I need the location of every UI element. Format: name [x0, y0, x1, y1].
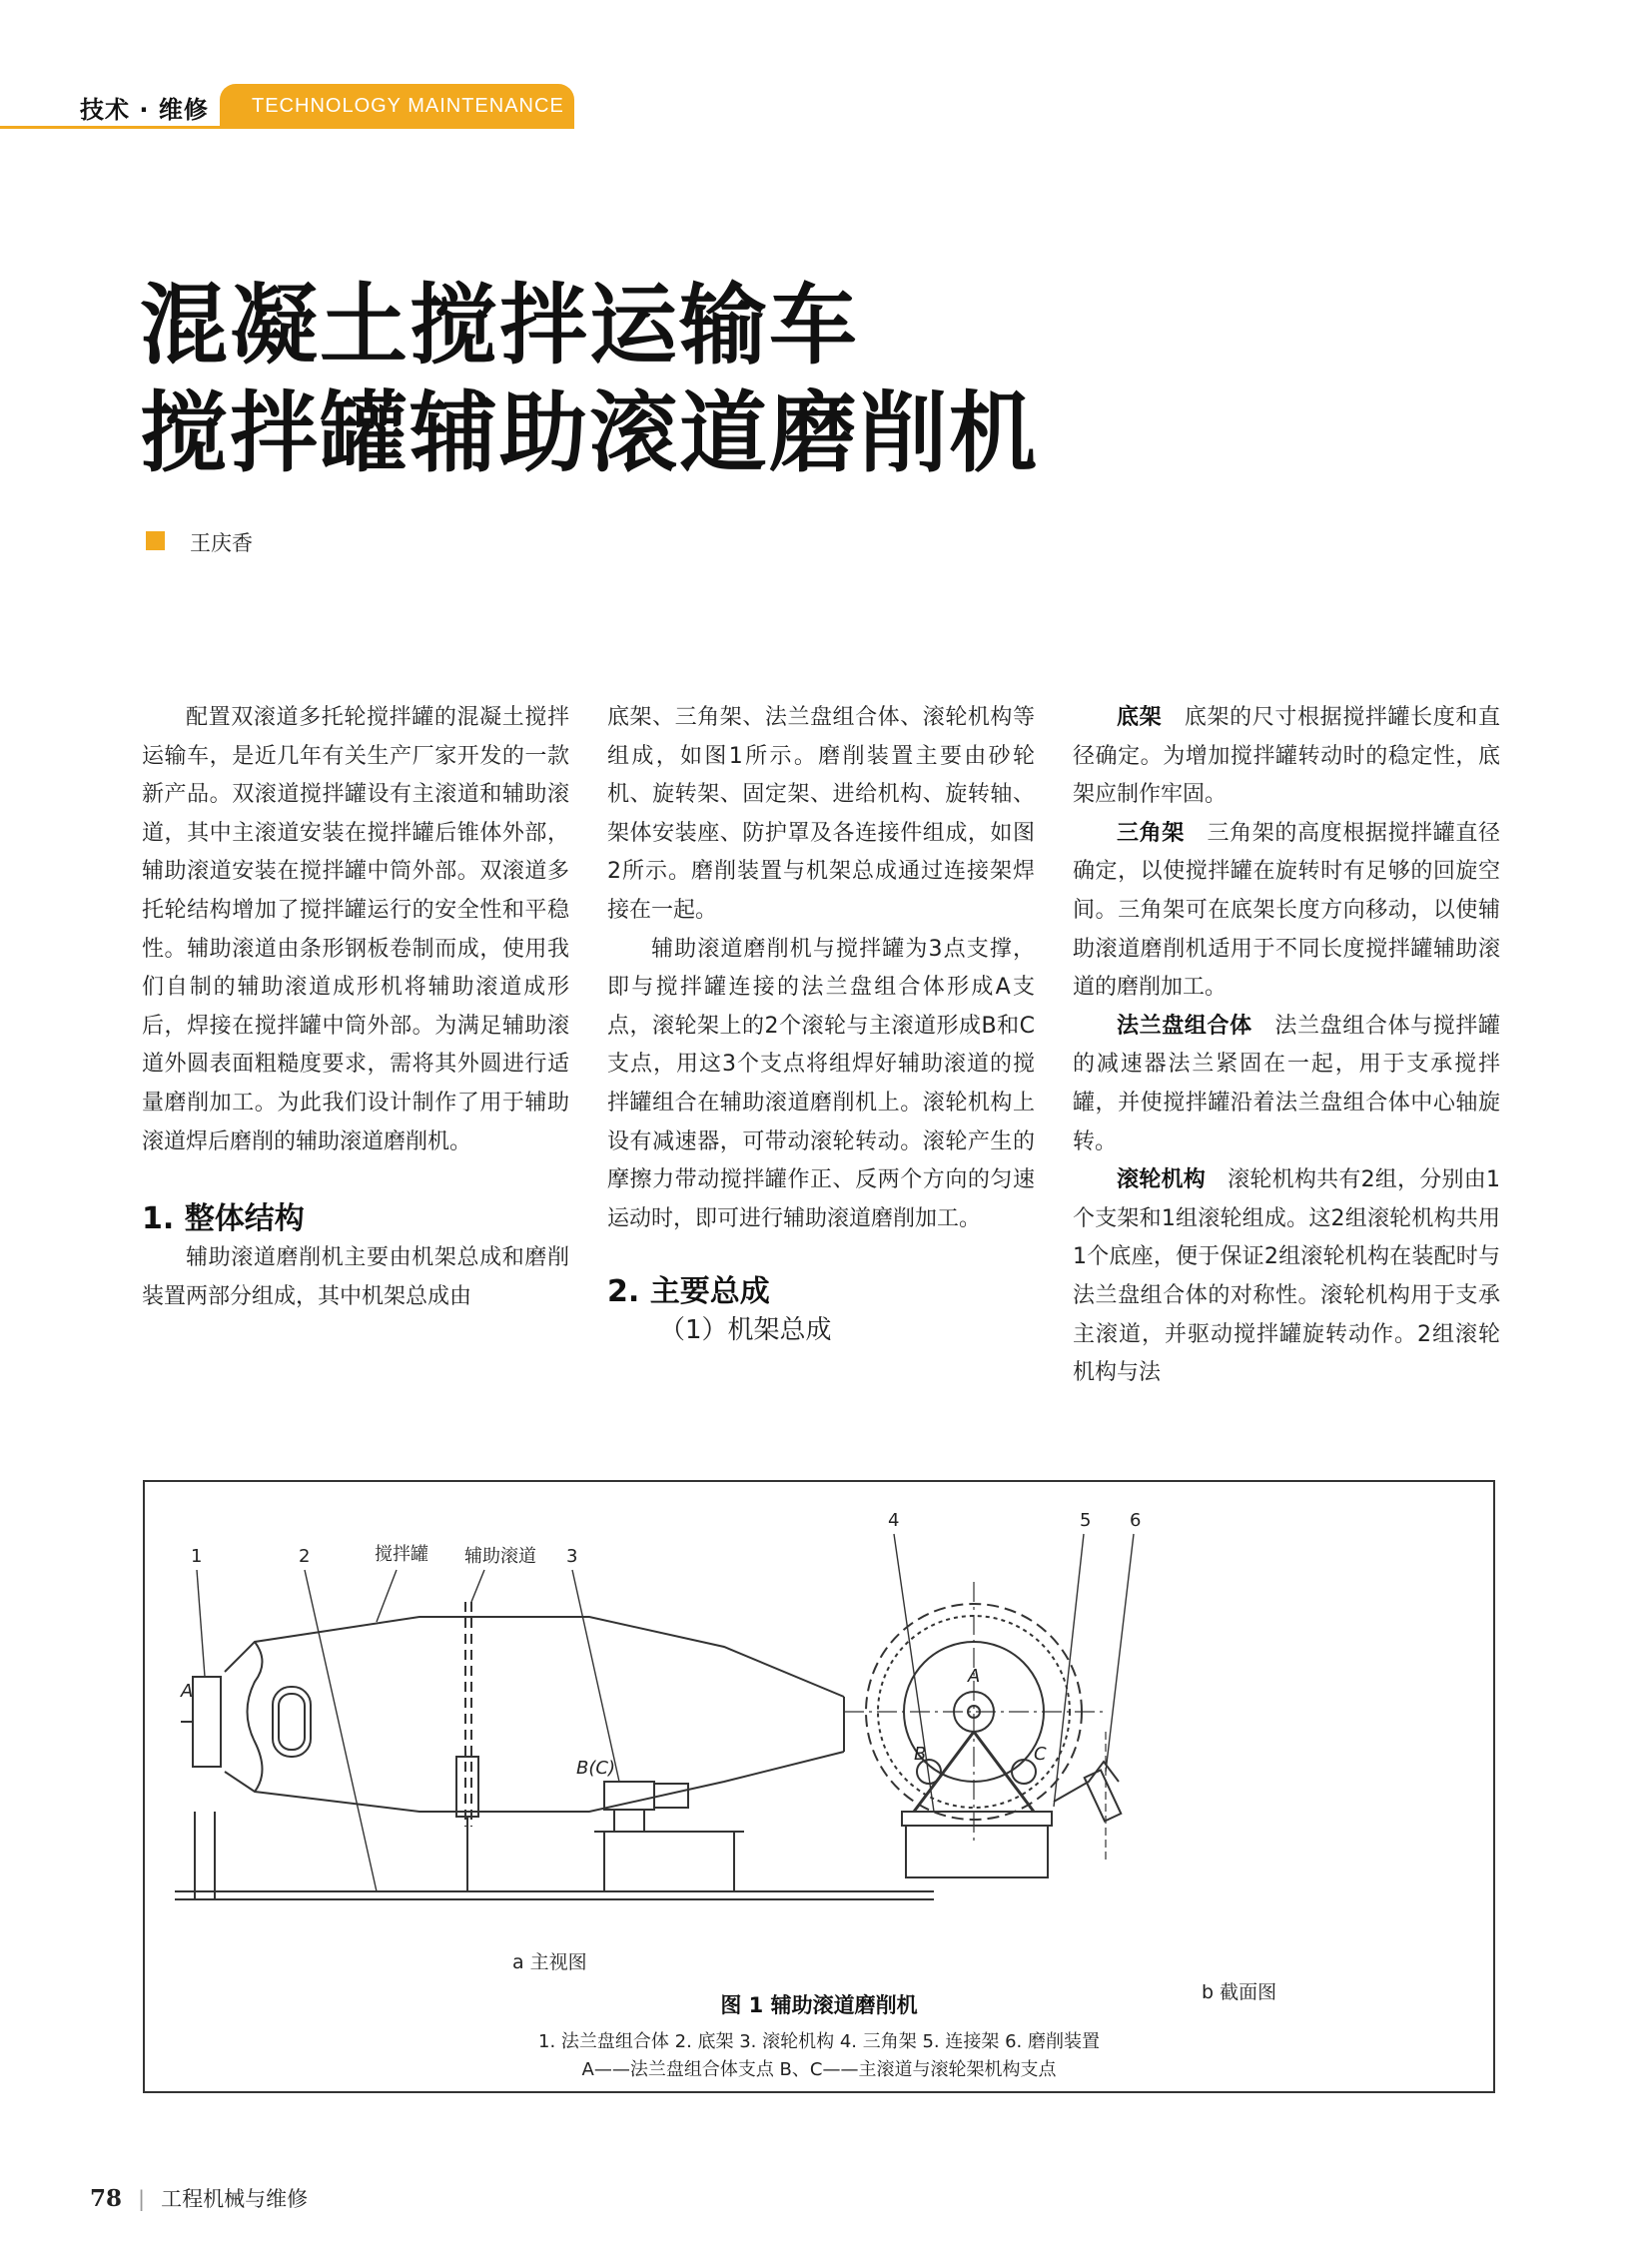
term-label: 滚轮机构 — [1117, 1167, 1206, 1193]
section-heading-1: 1. 整体结构 — [142, 1201, 305, 1237]
figure-legend-1: 1. 法兰盘组合体 2. 底架 3. 滚轮机构 4. 三角架 5. 连接架 6. 磨削装置 — [538, 2031, 1100, 2052]
paragraph — [1073, 1008, 1500, 1161]
label-B: B — [914, 1744, 927, 1765]
paragraph-text: 滚轮机构共有2组，分别由1个支架和1组滚轮组成。这2组滚轮机构共用1个底座，便于保证2组滚轮机构在装配时与法兰盘组合体的对称性。滚轮机构用于支承主滚道，并驱动搅拌罐旋转动作。2组滚轮机构与法 — [1073, 1167, 1500, 1386]
text-column-2 — [607, 699, 1035, 1348]
label-BC: B(C) — [576, 1758, 615, 1779]
paragraph: 底架、三角架、法兰盘组合体、滚轮机构等组成，如图1所示。磨削装置主要由砂轮机、旋转架、固定架、进给机构、旋转轴、架体安装座、防护罩及各连接件组成，如图2所示。磨削装置与机架总成通过连接架焊接在一起。 — [607, 705, 1035, 923]
paragraph: 辅助滚道磨削机与搅拌罐为3点支撑，即与搅拌罐连接的法兰盘组合体形成A支点，滚轮架上的2个滚轮与主滚道形成B和C支点，用这3个支点将组焊好辅助滚道的搅拌罐组合在辅助滚道磨削机上。滚轮机构上设有减速器，可带动滚轮转动。滚轮产生的摩擦力带动搅拌罐作正、反两个方向的匀速运动时，即可进行辅助滚道磨削加工。 — [607, 936, 1035, 1231]
label-3: 3 — [566, 1546, 578, 1567]
article-title — [140, 272, 1438, 487]
paragraph-text: 法兰盘组合体与搅拌罐的减速器法兰紧固在一起，用于支承搅拌罐，并使搅拌罐沿着法兰盘组合体中心轴旋转。 — [1073, 1013, 1500, 1154]
header-category: 技术 · 维修 — [80, 96, 209, 124]
grinding-device — [456, 1757, 478, 1817]
roller-mechanism — [604, 1782, 654, 1810]
figure-1 — [143, 1480, 1495, 2093]
author-name: 王庆香 — [190, 531, 253, 555]
paragraph: 辅助滚道磨削机主要由机架总成和磨削装置两部分组成，其中机架总成由 — [142, 1245, 569, 1309]
term-label: 三角架 — [1117, 820, 1185, 846]
paragraph — [1073, 815, 1500, 1008]
label-2: 2 — [299, 1546, 311, 1567]
text-column-1 — [142, 699, 569, 1316]
header-accent-line — [0, 126, 230, 129]
paragraph — [1073, 1161, 1500, 1393]
section-heading-2: 2. 主要总成 — [607, 1274, 770, 1310]
text-column-3 — [1073, 699, 1500, 1393]
label-5: 5 — [1080, 1510, 1092, 1531]
paragraph — [1073, 699, 1500, 815]
page-footer — [90, 2183, 308, 2213]
view-b-label: b 截面图 — [1202, 1981, 1277, 2003]
label-A-section: A — [968, 1666, 981, 1687]
header-section-tab: TECHNOLOGY MAINTENANCE — [220, 84, 574, 129]
roller-C — [1012, 1760, 1036, 1784]
footer-divider: | — [138, 2187, 146, 2211]
label-4: 4 — [888, 1510, 900, 1531]
figure-legend-2: A——法兰盘组合体支点 B、C——主滚道与滚轮架机构支点 — [581, 2059, 1057, 2080]
label-drum: 搅拌罐 — [375, 1544, 428, 1565]
drum-break-line — [248, 1642, 263, 1792]
page-number: 78 — [90, 2185, 123, 2212]
paragraph-text: 底架的尺寸根据搅拌罐长度和直径确定。为增加搅拌罐转动时的稳定性，底架应制作牢固。 — [1073, 705, 1500, 808]
paragraph-text: 三角架的高度根据搅拌罐直径确定，以使搅拌罐在旋转时有足够的回旋空间。三角架可在底架长度方向移动，以使辅助滚道磨削机适用于不同长度搅拌罐辅助滚道的磨削加工。 — [1073, 820, 1500, 1001]
figure-caption: 图 1 辅助滚道磨削机 — [720, 1993, 918, 2017]
term-label: 底架 — [1117, 705, 1163, 730]
label-aux-raceway: 辅助滚道 — [464, 1546, 536, 1567]
label-6: 6 — [1130, 1510, 1142, 1531]
label-C: C — [1034, 1744, 1047, 1765]
view-a-label: a 主视图 — [512, 1951, 587, 1973]
title-line-2: 搅拌罐辅助滚道磨削机 — [140, 381, 1040, 484]
subsection-heading: （1）机架总成 — [659, 1315, 832, 1346]
label-1: 1 — [191, 1546, 203, 1567]
flange-assembly — [193, 1677, 221, 1767]
term-label: 法兰盘组合体 — [1117, 1013, 1252, 1039]
author-marker-icon — [146, 531, 165, 550]
journal-name: 工程机械与维修 — [161, 2187, 309, 2211]
title-line-1: 混凝土搅拌运输车 — [140, 274, 860, 376]
paragraph: 配置双滚道多托轮搅拌罐的混凝土搅拌运输车，是近几年有关生产厂家开发的一款新产品。双滚道搅拌罐设有主滚道和辅助滚道，其中主滚道安装在搅拌罐后锥体外部，辅助滚道安装在搅拌罐中筒外部。双滚道多托轮结构增加了搅拌罐运行的安全性和平稳性。辅助滚道由条形钢板卷制而成，使用我们自制的辅助滚道成形机将辅助滚道成形后，焊接在搅拌罐中筒外部。为满足辅助滚道外圆表面粗糙度要求，需将其外圆进行适量磨削加工。为此我们设计制作了用于辅助滚道焊后磨削的辅助滚道磨削机。 — [142, 705, 569, 1154]
label-A-side: A — [181, 1681, 194, 1702]
drum-outline-bottom — [225, 1752, 844, 1812]
